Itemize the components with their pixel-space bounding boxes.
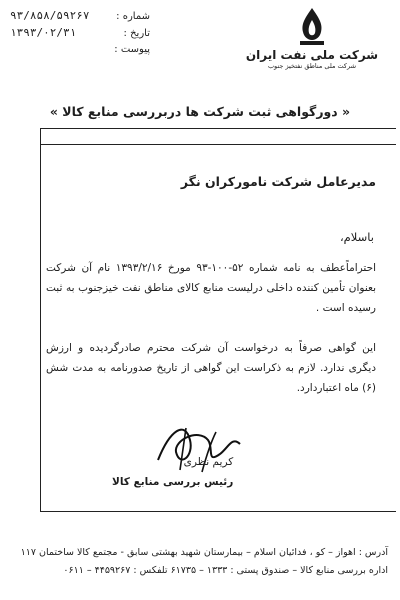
signature-block (112, 452, 233, 492)
frame-left-line (40, 128, 41, 511)
attachment-row (10, 42, 150, 58)
flame-emblem-icon (293, 6, 331, 48)
salutation: باسلام، (339, 230, 374, 244)
company-logo (232, 6, 392, 70)
document-title: « دورگواهی ثبت شرکت ها دربررسی منابع کالا » (49, 104, 351, 119)
paragraph-validity: این گواهی صرفاً به درخواست آن شرکت محترم صادرگردیده و ارزش دیگری ندارد. لازم به ذکراست این گواهی از تاریخ صدورنامه به مدت شش (۶) ماه اعتباردارد. (46, 342, 376, 394)
company-subtitle: شرکت ملی مناطق نفتخیز جنوب (267, 62, 357, 70)
number-row (10, 8, 150, 25)
frame-bottom-line (40, 511, 396, 512)
frame-top-line (40, 128, 396, 129)
number-label: شماره : (116, 11, 150, 22)
addressee: مدیرعامل شرکت نامورکران نگر (180, 174, 376, 189)
letter-footer (18, 544, 388, 580)
attachment-label: پیوست : (114, 44, 150, 55)
signatory-name: کریم نظری (183, 456, 234, 468)
date-row (10, 25, 150, 42)
date-value: ۱۳۹۳/۰۲/۳۱ (10, 26, 77, 39)
footer-contact: اداره بررسی منابع کالا – صندوق پستی : ۱۳۳۳ – ۶۱۷۳۵ تلفکس : ۴۴۵۹۲۶۷ – ۰۶۱۱ (63, 565, 388, 576)
letter-meta (10, 8, 150, 58)
date-label: تاریخ : (123, 28, 150, 39)
company-name: شرکت ملی نفت ایران (245, 48, 379, 62)
paragraph-main: احتراماًعطف به نامه شماره ۵۲-۱۰۰-۹۳ مورخ ۱۳۹۳/۲/۱۶ نام آن شرکت بعنوان تأمین کننده داخلی درلیست منابع کالای مناطق نفت خیزجنوب به ثبت رسیده است . (46, 262, 376, 314)
number-value: ۹۳/۸۵۸/۵۹۲۶۷ (10, 9, 90, 22)
frame-second-line (40, 144, 396, 145)
signatory-title: رئیس بررسی منابع کالا (112, 476, 234, 488)
footer-address: آدرس : اهواز – کو ، فدائیان اسلام – بیمارستان شهید بهشتی سابق - مجتمع کالا ساختمان ۱۱۷ (20, 547, 388, 558)
